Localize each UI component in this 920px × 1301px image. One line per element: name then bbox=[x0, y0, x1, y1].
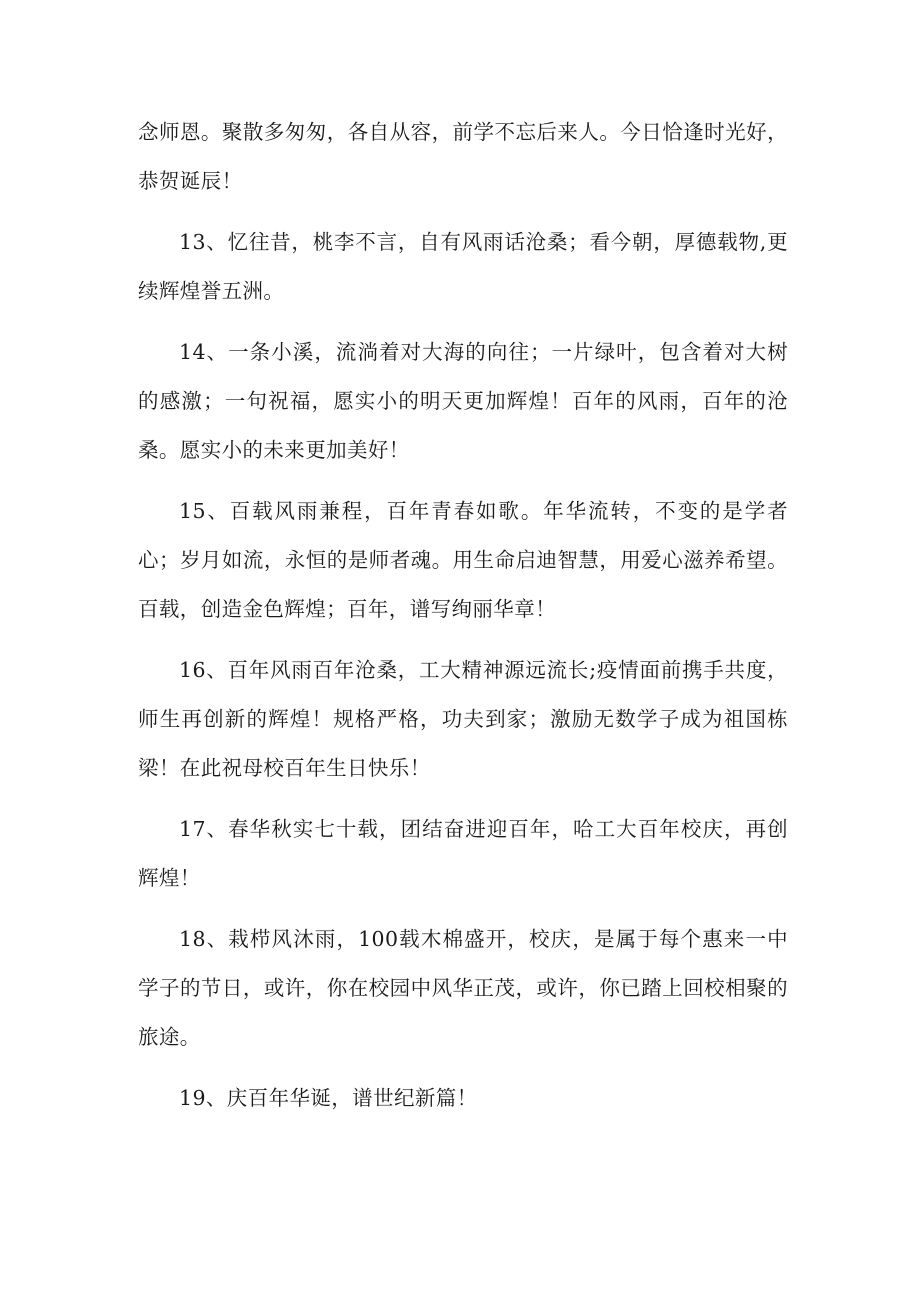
paragraph-16: 16、百年风雨百年沧桑，工大精神源远流长;疫情面前携手共度，师生再创新的辉煌！规格严格，功夫到家；激励无数学子成为祖国栋梁！在此祝母校百年生日快乐！ bbox=[138, 658, 788, 780]
paragraph-19: 19、庆百年华诞，谱世纪新篇！ bbox=[179, 1086, 478, 1110]
paragraph-12-continuation: 念师恩。聚散多匆匆，各自从容，前学不忘后来人。今日恰逢时光好，恭贺诞辰！ bbox=[138, 120, 788, 193]
paragraph-15: 15、百载风雨兼程，百年青春如歌。年华流转，不变的是学者心；岁月如流，永恒的是师者魂。用生命启迪智慧，用爱心滋养希望。百载，创造金色辉煌；百年，谱写绚丽华章！ bbox=[138, 499, 788, 621]
document-body bbox=[138, 108, 788, 1135]
paragraph-18: 18、栽栉风沐雨，100载木棉盛开，校庆，是属于每个惠来一中学子的节日，或许，你在校园中风华正茂，或许，你已踏上回校相聚的旅途。 bbox=[138, 927, 788, 1049]
paragraph-13: 13、忆往昔，桃李不言，自有风雨话沧桑；看今朝，厚德载物,更续辉煌誉五洲。 bbox=[138, 230, 788, 303]
paragraph-17: 17、春华秋实七十载，团结奋进迎百年，哈工大百年校庆，再创辉煌！ bbox=[138, 817, 788, 890]
paragraph-14: 14、一条小溪，流淌着对大海的向往；一片绿叶，包含着对大树的感激；一句祝福，愿实小的明天更加辉煌！百年的风雨，百年的沧桑。愿实小的未来更加美好！ bbox=[138, 340, 788, 462]
